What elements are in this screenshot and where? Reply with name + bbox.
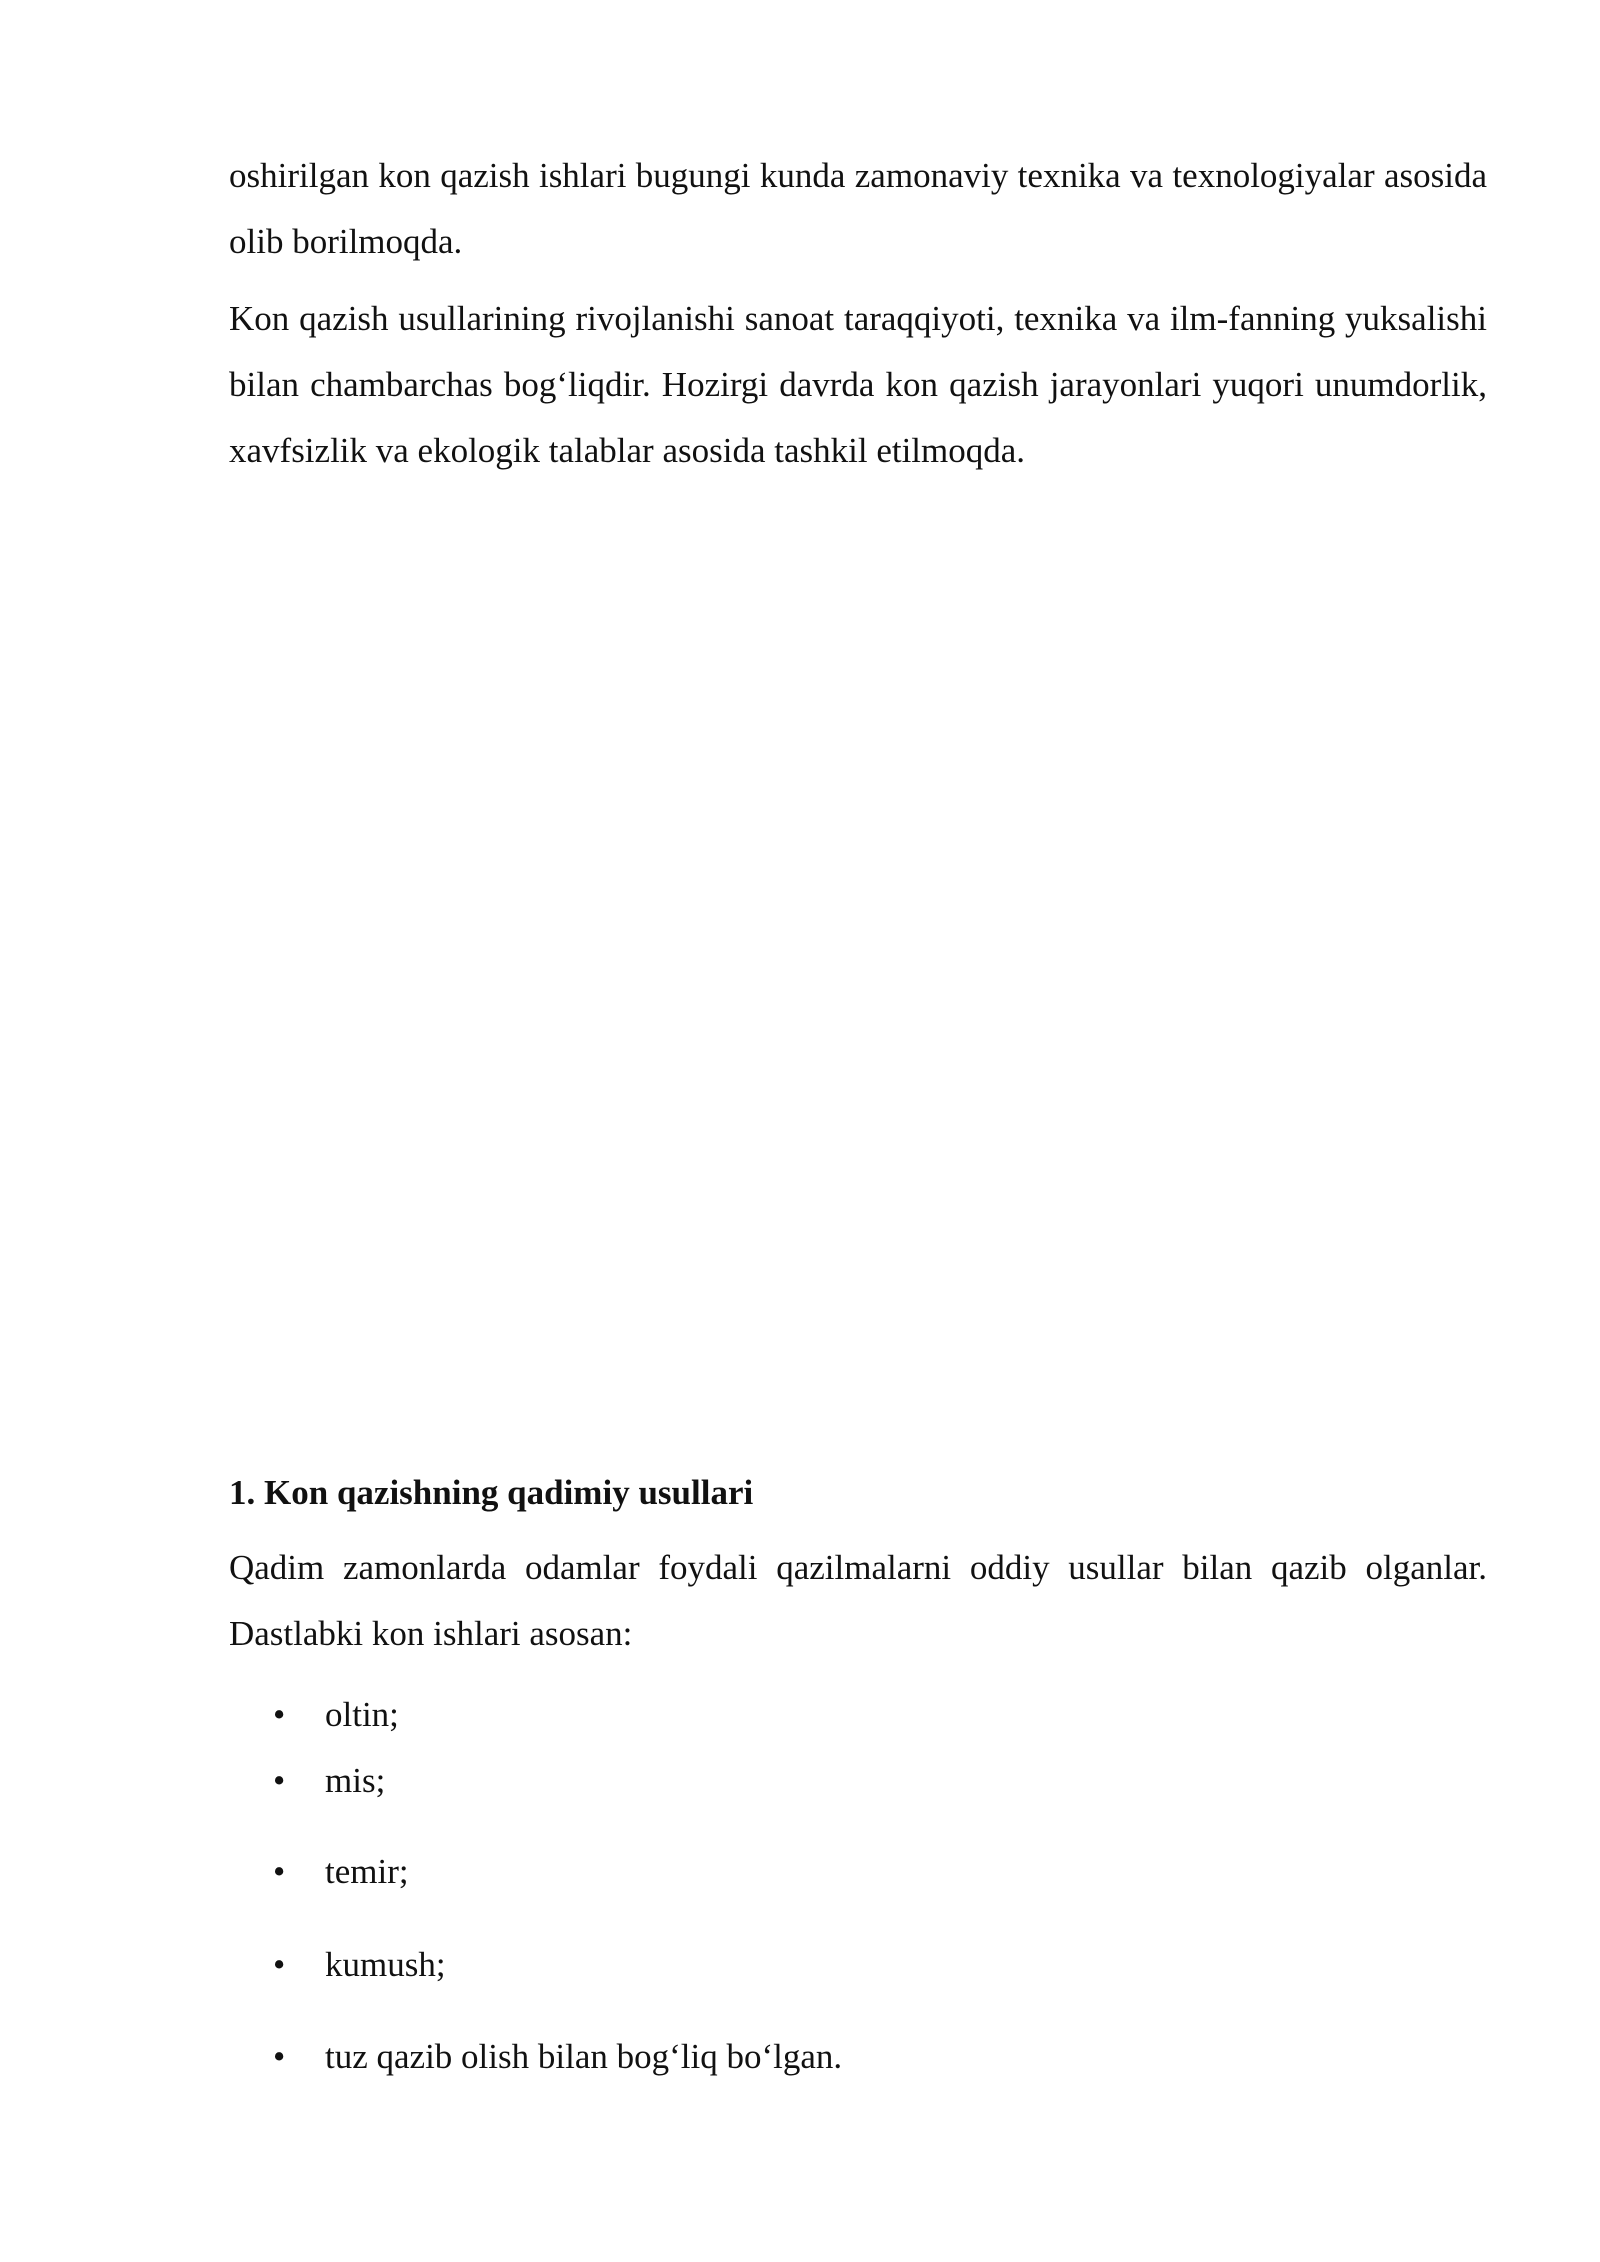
section-heading: 1. Kon qazishning qadimiy usullari — [229, 1473, 754, 1512]
paragraph-development: Kon qazish usullarining rivojlanishi sanoat taraqqiyoti, texnika va ilm-fanning yuksalishi bilan chambarchas bog‘liqdir. Hozirgi davrda kon qazish jarayonlari yuqori unumdorlik, xavfsizlik va ekologik talablar asosida tashkil etilmoqda. — [229, 299, 1487, 470]
bullet-icon: • — [273, 1761, 286, 1800]
list-item-text: mis; — [325, 1761, 386, 1800]
bullet-icon: • — [273, 1852, 286, 1891]
bullet-icon: • — [273, 1945, 286, 1984]
bullet-icon: • — [273, 2037, 286, 2076]
list-item-text: oltin; — [325, 1695, 399, 1734]
list-item-text: kumush; — [325, 1945, 446, 1984]
list-item-text: tuz qazib olish bilan bog‘liq bo‘lgan. — [325, 2037, 843, 2076]
list-item-text: temir; — [325, 1852, 409, 1891]
bullet-icon: • — [273, 1695, 286, 1734]
paragraph-ancient-methods: Qadim zamonlarda odamlar foydali qazilmalarni oddiy usullar bilan qazib olganlar. Dastlabki kon ishlari asosan: — [229, 1548, 1487, 1653]
paragraph-intro-continuation: oshirilgan kon qazish ishlari bugungi kunda zamonaviy texnika va texnologiyalar asosida olib borilmoqda. — [229, 156, 1487, 261]
